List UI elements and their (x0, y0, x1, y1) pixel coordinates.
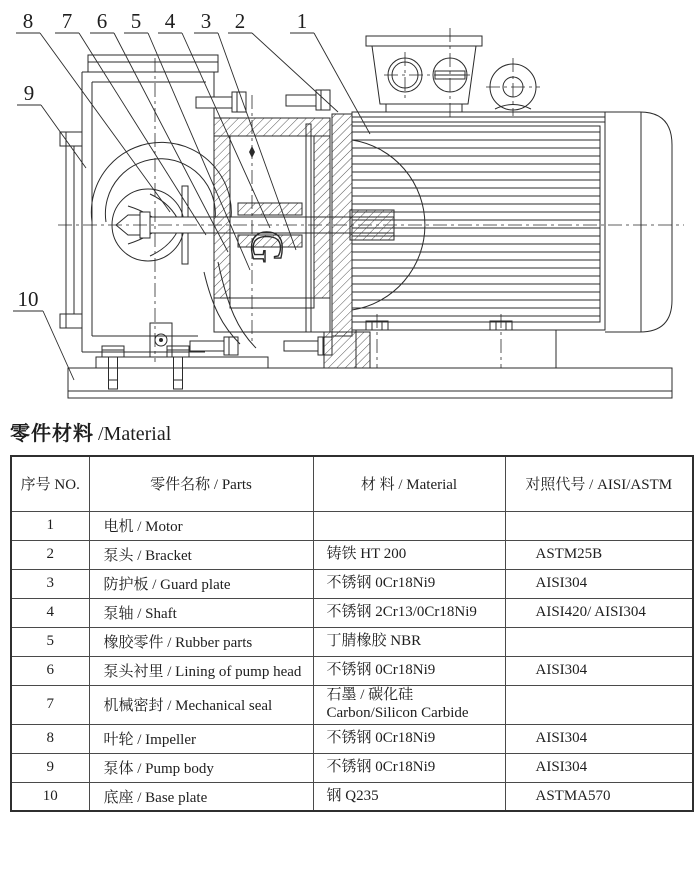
material-line1: 铸铁 HT 200 (326, 545, 407, 562)
cell-code: AISI304 (505, 656, 693, 685)
callout-4: 4 (164, 9, 176, 33)
cell-no: 10 (11, 782, 89, 811)
callout-5: 5 (130, 9, 142, 33)
cell-material (313, 627, 505, 656)
cell-no: 6 (11, 656, 89, 685)
table-row (11, 753, 693, 782)
cell-no: 2 (11, 540, 89, 569)
section-title-cn: 零件材料 (10, 423, 94, 445)
table-row (11, 724, 693, 753)
cell-material (313, 685, 505, 724)
cell-material (313, 753, 505, 782)
cell-parts: 泵头 / Bracket (89, 540, 313, 569)
table-header-row (11, 456, 693, 511)
cell-parts: 电机 / Motor (89, 511, 313, 540)
material-line2: Carbon/Silicon Carbide (326, 704, 469, 721)
cell-no: 7 (11, 685, 89, 724)
cell-parts: 泵轴 / Shaft (89, 598, 313, 627)
material-table (10, 455, 694, 812)
table-row (11, 627, 693, 656)
cell-parts: 防护板 / Guard plate (89, 569, 313, 598)
callout-3: 3 (200, 9, 212, 33)
material-line1: 不锈钢 0Cr18Ni9 (326, 758, 436, 775)
cell-no: 9 (11, 753, 89, 782)
callout-2: 2 (234, 9, 246, 33)
pump-support-foot (96, 323, 370, 389)
material-line1: 不锈钢 0Cr18Ni9 (326, 729, 436, 746)
callout-6: 6 (96, 9, 108, 33)
table-row (11, 569, 693, 598)
base-plate (68, 368, 672, 398)
drawing-geometry (13, 28, 684, 398)
cell-code (505, 511, 693, 540)
motor (332, 36, 672, 368)
table-row (11, 598, 693, 627)
cell-no: 3 (11, 569, 89, 598)
callout-8: 8 (22, 9, 34, 33)
cell-material (313, 511, 505, 540)
material-line1: 丁腈橡胶 NBR (326, 632, 422, 649)
header-code: 对照代号 / AISI/ASTM (505, 456, 693, 511)
cell-code: AISI304 (505, 753, 693, 782)
section-title (10, 420, 700, 448)
cell-code: ASTM25B (505, 540, 693, 569)
section-title-en: /Material (98, 423, 172, 445)
cell-parts: 泵体 / Pump body (89, 753, 313, 782)
cell-no: 1 (11, 511, 89, 540)
cell-parts: 机械密封 / Mechanical seal (89, 685, 313, 724)
cell-code: AISI420/ AISI304 (505, 598, 693, 627)
header-parts: 零件名称 / Parts (89, 456, 313, 511)
table-row (11, 540, 693, 569)
cell-parts: 底座 / Base plate (89, 782, 313, 811)
callout-10: 10 (17, 287, 39, 311)
cell-code (505, 627, 693, 656)
table-row (11, 656, 693, 685)
table-row (11, 511, 693, 540)
cell-material (313, 540, 505, 569)
cell-no: 8 (11, 724, 89, 753)
cell-code: ASTMA570 (505, 782, 693, 811)
cell-material (313, 656, 505, 685)
material-line1: 不锈钢 0Cr18Ni9 (326, 661, 436, 678)
cell-no: 4 (11, 598, 89, 627)
callout-7: 7 (61, 9, 73, 33)
material-line1: 石墨 / 碳化硅 (326, 687, 414, 704)
header-no: 序号 NO. (11, 456, 89, 511)
header-material: 材 料 / Material (313, 456, 505, 511)
cell-parts: 叶轮 / Impeller (89, 724, 313, 753)
manufacturer-logo-glyph: G (242, 230, 293, 264)
table-row (11, 685, 693, 724)
material-line1: 钢 Q235 (326, 787, 379, 804)
cell-parts: 泵头衬里 / Lining of pump head (89, 656, 313, 685)
table-row (11, 782, 693, 811)
cell-material (313, 598, 505, 627)
material-line1: 不锈钢 0Cr18Ni9 (326, 574, 436, 591)
cell-material (313, 569, 505, 598)
pump-cross-section-svg (0, 0, 700, 412)
cell-code: AISI304 (505, 724, 693, 753)
pump-assembly-drawing (0, 0, 700, 412)
cell-code (505, 685, 693, 724)
cell-parts: 橡胶零件 / Rubber parts (89, 627, 313, 656)
cell-material (313, 782, 505, 811)
callout-1: 1 (296, 9, 308, 33)
cell-material (313, 724, 505, 753)
cell-no: 5 (11, 627, 89, 656)
material-line1: 不锈钢 2Cr13/0Cr18Ni9 (326, 603, 477, 620)
cell-code: AISI304 (505, 569, 693, 598)
callout-9: 9 (23, 81, 35, 105)
